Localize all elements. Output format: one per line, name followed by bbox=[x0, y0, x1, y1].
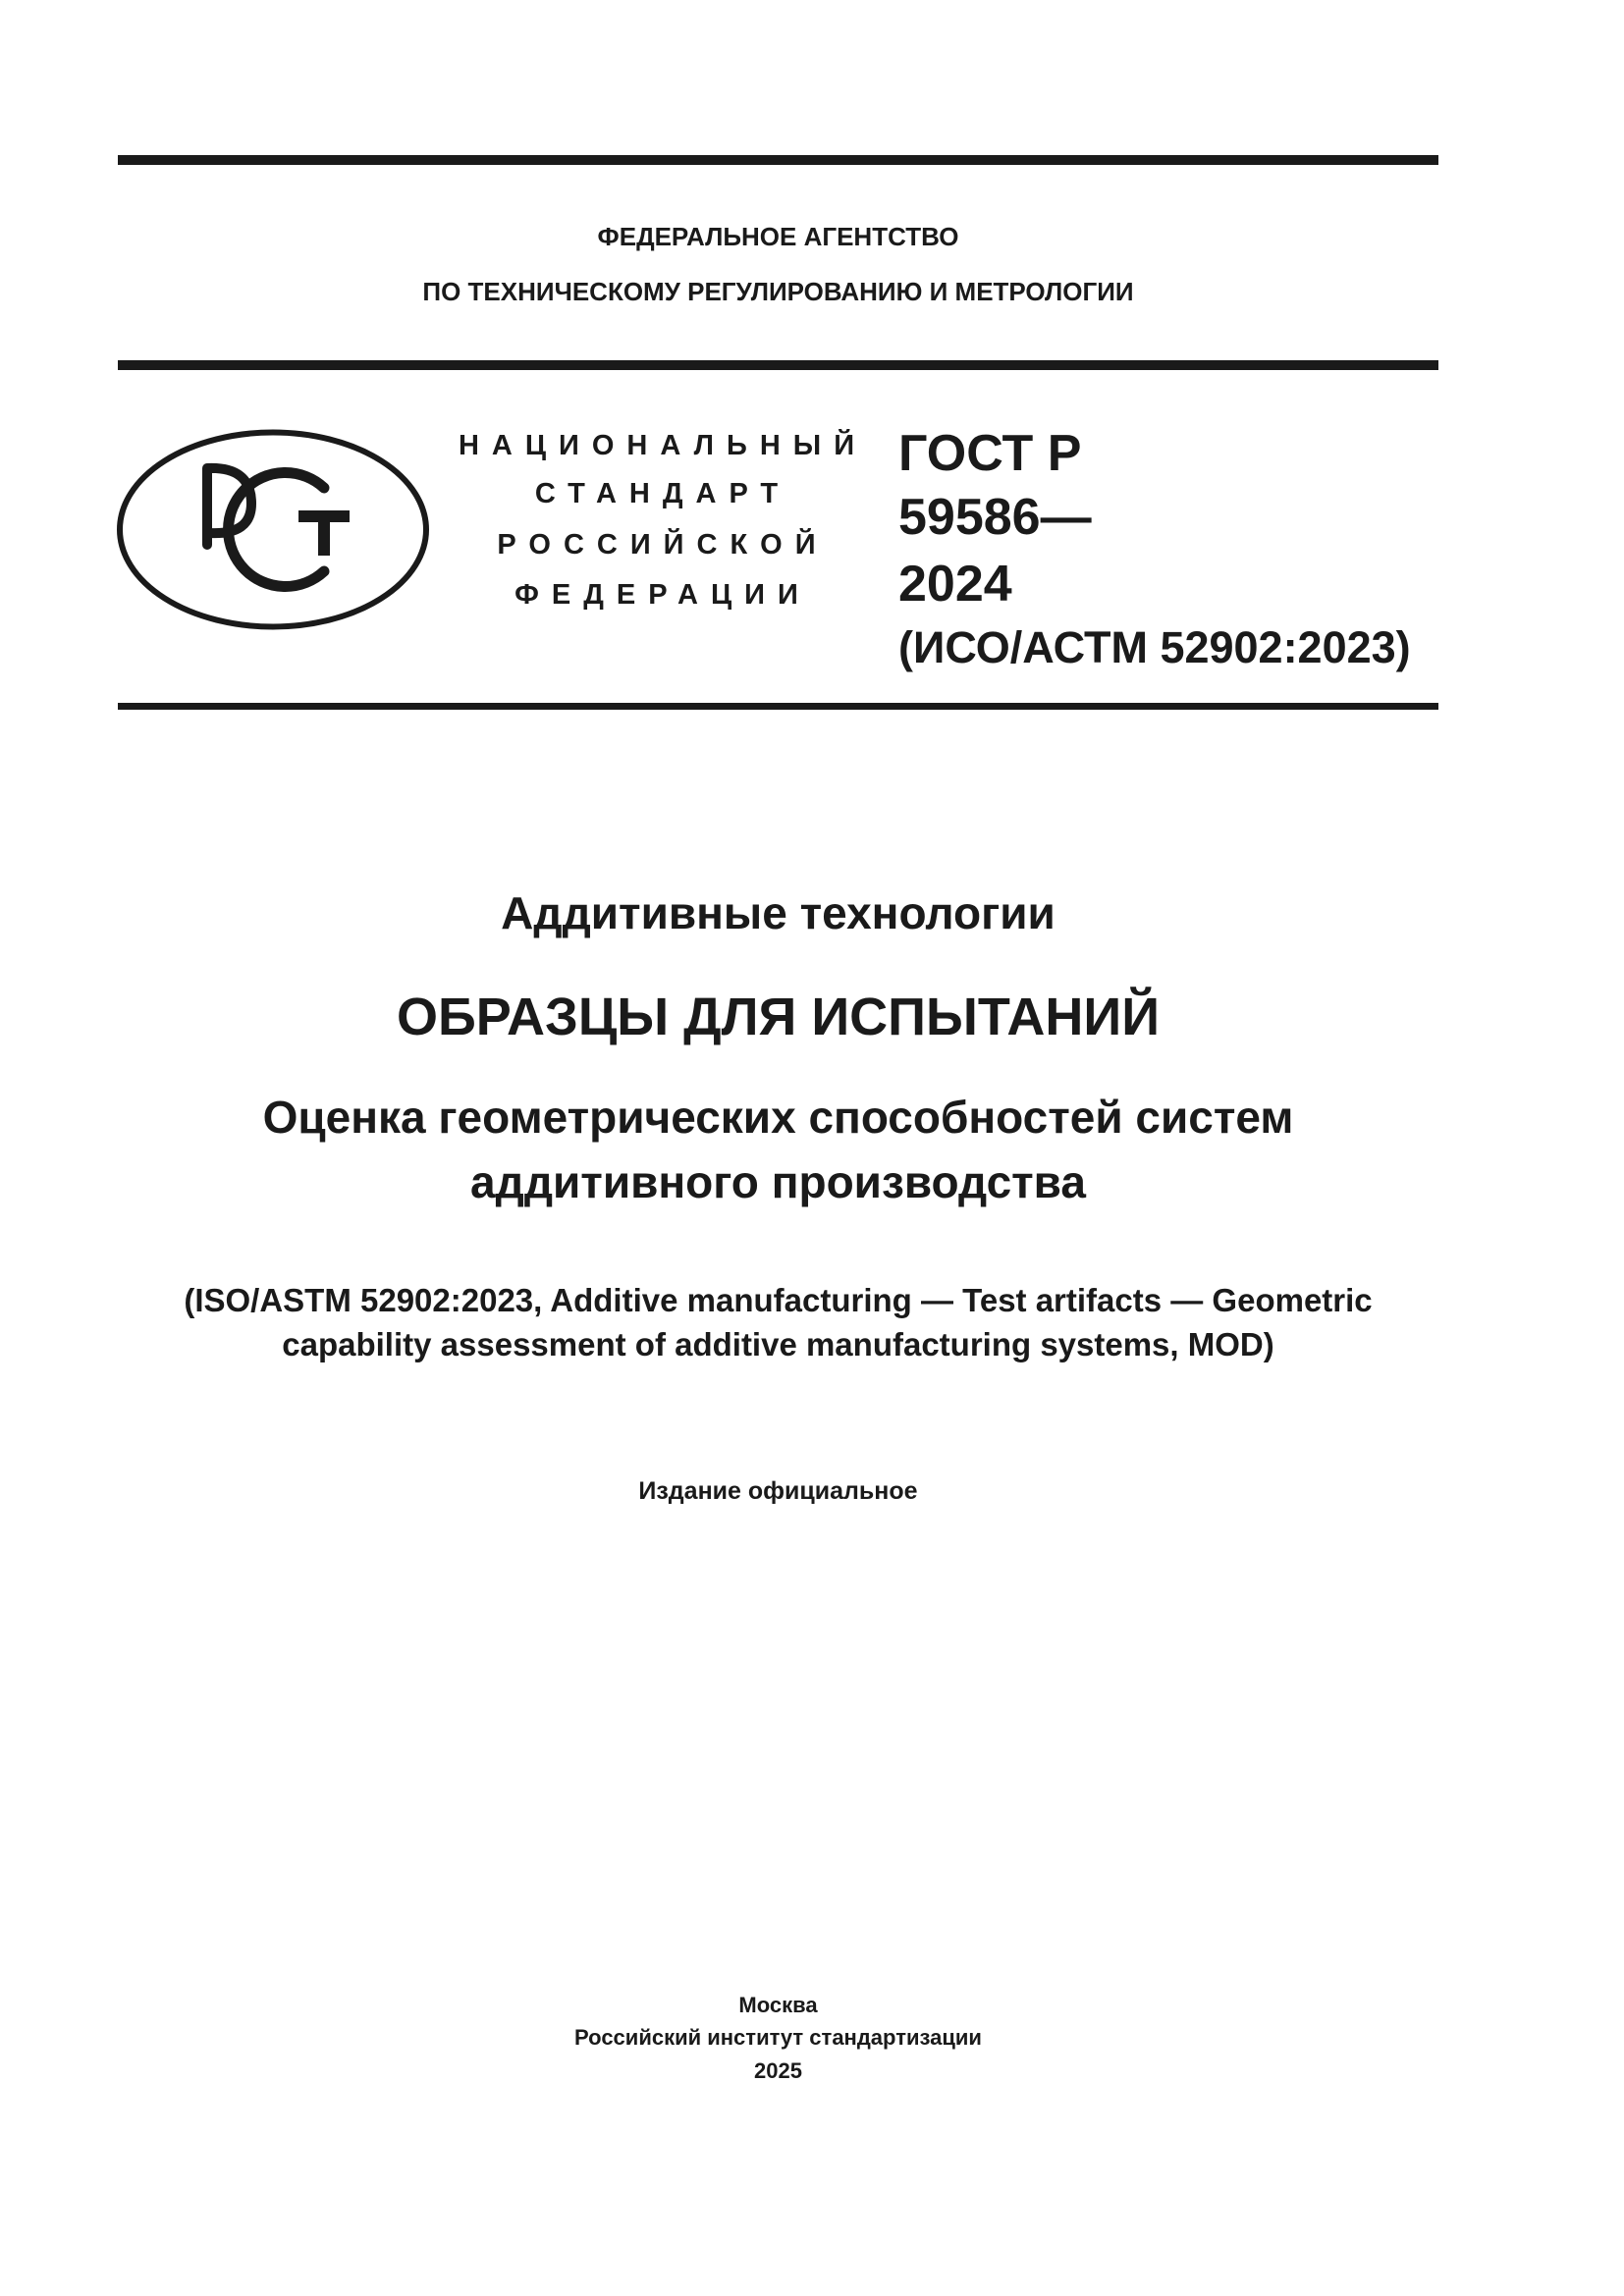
publisher-city: Москва bbox=[738, 1993, 818, 2017]
agency-line-2: ПО ТЕХНИЧЕСКОМУ РЕГУЛИРОВАНИЮ И МЕТРОЛОГИИ bbox=[422, 277, 1134, 306]
original-title-line-2: capability assessment of additive manufacturing systems, MOD) bbox=[282, 1326, 1274, 1362]
national-line-3: РОССИЙСКОЙ bbox=[497, 529, 829, 561]
main-title: ОБРАЗЦЫ ДЛЯ ИСПЫТАНИЙ bbox=[396, 988, 1161, 1046]
subtitle-line-1: Оценка геометрических способностей систем bbox=[262, 1092, 1294, 1143]
designation-line-4: (ИСО/АСТМ 52902:2023) bbox=[898, 622, 1411, 672]
subject-title: Аддитивные технологии bbox=[501, 887, 1056, 938]
designation-line-3: 2024 bbox=[898, 556, 1012, 613]
designation-line-1: ГОСТ Р bbox=[898, 425, 1082, 482]
standard-rule bbox=[118, 703, 1438, 710]
edition-label: Издание официальное bbox=[638, 1477, 918, 1505]
national-line-4: ФЕДЕРАЦИИ bbox=[514, 579, 811, 611]
agency-line-1: ФЕДЕРАЛЬНОЕ АГЕНТСТВО bbox=[597, 222, 959, 251]
rst-logo-icon bbox=[116, 429, 430, 630]
subtitle-line-2: аддитивного производства bbox=[470, 1156, 1086, 1207]
national-line-1: НАЦИОНАЛЬНЫЙ bbox=[458, 430, 868, 461]
publisher-year: 2025 bbox=[754, 2058, 802, 2083]
top-rule bbox=[118, 155, 1438, 165]
designation-line-2: 59586— bbox=[898, 489, 1092, 546]
header-rule bbox=[118, 360, 1438, 370]
publisher-organization: Российский институт стандартизации bbox=[574, 2025, 982, 2050]
original-title-line-1: (ISO/ASTM 52902:2023, Additive manufacturing — Test artifacts — Geometric bbox=[184, 1282, 1373, 1318]
national-line-2: СТАНДАРТ bbox=[534, 478, 791, 509]
